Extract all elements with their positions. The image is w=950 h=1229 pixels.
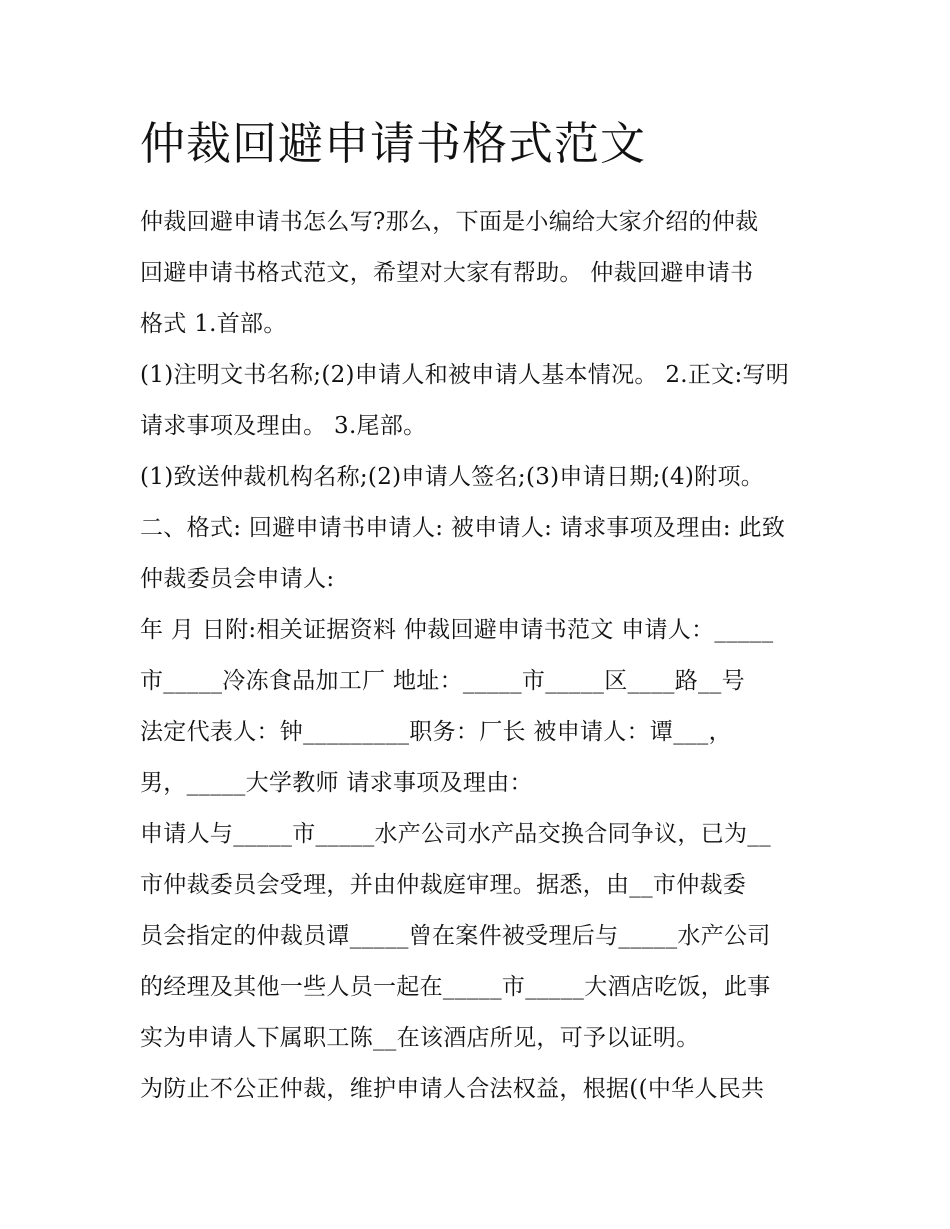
body-line: 格式 1.首部。 xyxy=(140,311,287,337)
body-line: 仲裁回避申请书怎么写?那么，下面是小编给大家介绍的仲裁 xyxy=(140,209,759,235)
body-line: 市仲裁委员会受理，并由仲裁庭审理。据悉，由__市仲裁委 xyxy=(140,872,747,898)
body-line: (1)致送仲裁机构名称;(2)申请人签名;(3)申请日期;(4)附项。 xyxy=(140,464,765,490)
body-line: 为防止不公正仲裁，维护申请人合法权益，根据((中华人民共 xyxy=(140,1076,765,1102)
body-line: 回避申请书格式范文，希望对大家有帮助。 仲裁回避申请书 xyxy=(140,260,754,286)
body-line: 申请人与_____市_____水产公司水产品交换合同争议，已为__ xyxy=(140,821,771,847)
body-line: 实为申请人下属职工陈__在该酒店所见，可予以证明。 xyxy=(140,1025,700,1051)
body-line: 年 月 日附:相关证据资料 仲裁回避申请书范文 申请人：_____ xyxy=(140,617,774,643)
body-line: 员会指定的仲裁员谭_____曾在案件被受理后与_____水产公司 xyxy=(140,923,771,949)
page-title: 仲裁回避申请书格式范文 xyxy=(140,117,647,170)
body-line: 请求事项及理由。 3.尾部。 xyxy=(140,413,427,439)
body-line: 法定代表人：钟_________职务：厂长 被申请人：谭___， xyxy=(140,719,732,745)
body-line: 二、格式: 回避申请书申请人: 被申请人: 请求事项及理由: 此致 xyxy=(140,515,786,541)
body-line: 仲裁委员会申请人: xyxy=(140,566,335,592)
body-line: 的经理及其他一些人员一起在_____市_____大酒店吃饭，此事 xyxy=(140,974,771,1000)
body-line: 男，_____大学教师 请求事项及理由： xyxy=(140,770,533,796)
body-line: 市_____冷冻食品加工厂 地址：_____市_____区____路__号 xyxy=(140,668,745,694)
body-line: (1)注明文书名称;(2)申请人和被申请人基本情况。 2.正文:写明 xyxy=(140,362,790,388)
